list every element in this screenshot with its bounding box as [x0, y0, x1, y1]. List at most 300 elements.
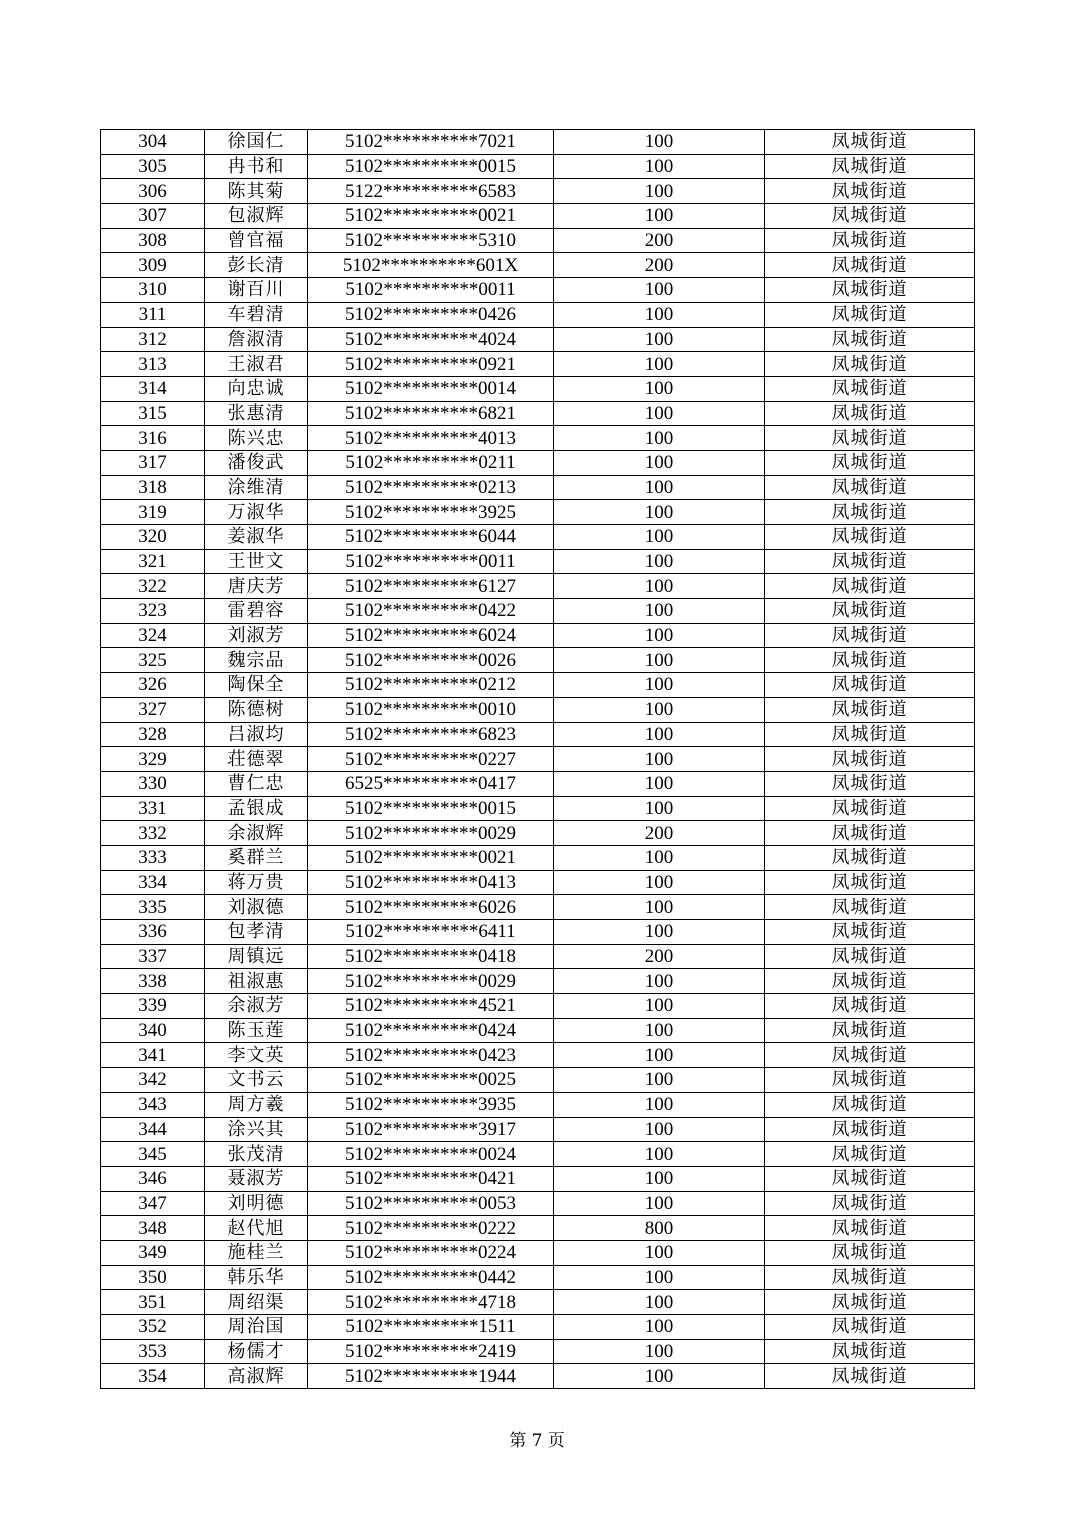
street-cell: 凤城街道 — [765, 352, 975, 377]
amount-cell: 100 — [554, 747, 765, 772]
row-index-cell: 318 — [101, 475, 205, 500]
row-index-cell: 352 — [101, 1315, 205, 1340]
id-number-cell: 5102**********2419 — [308, 1339, 554, 1364]
id-number-cell: 5102**********0010 — [308, 697, 554, 722]
street-cell: 凤城街道 — [765, 278, 975, 303]
table-row — [101, 648, 975, 673]
amount-cell: 100 — [554, 278, 765, 303]
id-number-cell: 5102**********0422 — [308, 599, 554, 624]
street-cell: 凤城街道 — [765, 327, 975, 352]
table-row — [101, 845, 975, 870]
street-cell: 凤城街道 — [765, 1364, 975, 1389]
row-index-cell: 340 — [101, 1018, 205, 1043]
id-number-cell: 5102**********6127 — [308, 574, 554, 599]
name-cell: 陈兴忠 — [205, 426, 308, 451]
table-row — [101, 179, 975, 204]
row-index-cell: 351 — [101, 1290, 205, 1315]
street-cell: 凤城街道 — [765, 179, 975, 204]
id-number-cell: 5102**********0029 — [308, 821, 554, 846]
amount-cell: 100 — [554, 500, 765, 525]
amount-cell: 100 — [554, 648, 765, 673]
row-index-cell: 311 — [101, 302, 205, 327]
name-cell: 王淑君 — [205, 352, 308, 377]
amount-cell: 100 — [554, 845, 765, 870]
id-number-cell: 5102**********3917 — [308, 1117, 554, 1142]
table-row — [101, 870, 975, 895]
table-row — [101, 1117, 975, 1142]
id-number-cell: 5102**********0224 — [308, 1240, 554, 1265]
street-cell: 凤城街道 — [765, 599, 975, 624]
table-row — [101, 1240, 975, 1265]
name-cell: 冉书和 — [205, 154, 308, 179]
street-cell: 凤城街道 — [765, 1068, 975, 1093]
row-index-cell: 321 — [101, 549, 205, 574]
amount-cell: 100 — [554, 1018, 765, 1043]
table-row — [101, 1191, 975, 1216]
name-cell: 奚群兰 — [205, 845, 308, 870]
id-number-cell: 5102**********6026 — [308, 895, 554, 920]
street-cell: 凤城街道 — [765, 204, 975, 229]
table-row — [101, 278, 975, 303]
row-index-cell: 341 — [101, 1043, 205, 1068]
table-row — [101, 1265, 975, 1290]
name-cell: 魏宗品 — [205, 648, 308, 673]
id-number-cell: 5102**********0021 — [308, 845, 554, 870]
id-number-cell: 5122**********6583 — [308, 179, 554, 204]
row-index-cell: 310 — [101, 278, 205, 303]
id-number-cell: 5102**********5310 — [308, 228, 554, 253]
table-row — [101, 747, 975, 772]
id-number-cell: 5102**********1511 — [308, 1315, 554, 1340]
table-row — [101, 1364, 975, 1389]
street-cell: 凤城街道 — [765, 1191, 975, 1216]
name-cell: 雷碧容 — [205, 599, 308, 624]
amount-cell: 100 — [554, 1339, 765, 1364]
name-cell: 陈玉莲 — [205, 1018, 308, 1043]
street-cell: 凤城街道 — [765, 302, 975, 327]
id-number-cell: 5102**********0213 — [308, 475, 554, 500]
amount-cell: 100 — [554, 475, 765, 500]
row-index-cell: 339 — [101, 994, 205, 1019]
row-index-cell: 305 — [101, 154, 205, 179]
name-cell: 彭长清 — [205, 253, 308, 278]
name-cell: 余淑芳 — [205, 994, 308, 1019]
row-index-cell: 344 — [101, 1117, 205, 1142]
amount-cell: 100 — [554, 969, 765, 994]
table-row — [101, 574, 975, 599]
row-index-cell: 347 — [101, 1191, 205, 1216]
street-cell: 凤城街道 — [765, 944, 975, 969]
amount-cell: 100 — [554, 154, 765, 179]
row-index-cell: 326 — [101, 673, 205, 698]
id-number-cell: 5102**********6821 — [308, 401, 554, 426]
id-number-cell: 5102**********0026 — [308, 648, 554, 673]
amount-cell: 800 — [554, 1216, 765, 1241]
name-cell: 余淑辉 — [205, 821, 308, 846]
name-cell: 韩乐华 — [205, 1265, 308, 1290]
name-cell: 周治国 — [205, 1315, 308, 1340]
id-number-cell: 5102**********0421 — [308, 1166, 554, 1191]
amount-cell: 100 — [554, 1092, 765, 1117]
id-number-cell: 5102**********4718 — [308, 1290, 554, 1315]
row-index-cell: 336 — [101, 920, 205, 945]
name-cell: 曾官福 — [205, 228, 308, 253]
name-cell: 陶保全 — [205, 673, 308, 698]
street-cell: 凤城街道 — [765, 1240, 975, 1265]
amount-cell: 100 — [554, 673, 765, 698]
table-row — [101, 722, 975, 747]
amount-cell: 100 — [554, 302, 765, 327]
name-cell: 万淑华 — [205, 500, 308, 525]
street-cell: 凤城街道 — [765, 549, 975, 574]
amount-cell: 100 — [554, 920, 765, 945]
row-index-cell: 338 — [101, 969, 205, 994]
amount-cell: 100 — [554, 401, 765, 426]
street-cell: 凤城街道 — [765, 1092, 975, 1117]
id-number-cell: 5102**********0015 — [308, 154, 554, 179]
street-cell: 凤城街道 — [765, 500, 975, 525]
amount-cell: 100 — [554, 327, 765, 352]
table-row — [101, 1290, 975, 1315]
row-index-cell: 320 — [101, 525, 205, 550]
row-index-cell: 319 — [101, 500, 205, 525]
name-cell: 高淑辉 — [205, 1364, 308, 1389]
id-number-cell: 5102**********0212 — [308, 673, 554, 698]
amount-cell: 100 — [554, 1240, 765, 1265]
amount-cell: 100 — [554, 1265, 765, 1290]
table-row — [101, 994, 975, 1019]
row-index-cell: 313 — [101, 352, 205, 377]
street-cell: 凤城街道 — [765, 771, 975, 796]
row-index-cell: 325 — [101, 648, 205, 673]
amount-cell: 100 — [554, 1166, 765, 1191]
table-row — [101, 969, 975, 994]
street-cell: 凤城街道 — [765, 253, 975, 278]
row-index-cell: 342 — [101, 1068, 205, 1093]
table-row — [101, 821, 975, 846]
amount-cell: 100 — [554, 179, 765, 204]
name-cell: 李文英 — [205, 1043, 308, 1068]
street-cell: 凤城街道 — [765, 376, 975, 401]
name-cell: 聂淑芳 — [205, 1166, 308, 1191]
id-number-cell: 5102**********6024 — [308, 623, 554, 648]
street-cell: 凤城街道 — [765, 574, 975, 599]
table-row — [101, 450, 975, 475]
name-cell: 荘德翠 — [205, 747, 308, 772]
row-index-cell: 343 — [101, 1092, 205, 1117]
amount-cell: 100 — [554, 1364, 765, 1389]
amount-cell: 100 — [554, 994, 765, 1019]
name-cell: 文书云 — [205, 1068, 308, 1093]
name-cell: 王世文 — [205, 549, 308, 574]
street-cell: 凤城街道 — [765, 426, 975, 451]
name-cell: 施桂兰 — [205, 1240, 308, 1265]
table-row — [101, 895, 975, 920]
street-cell: 凤城街道 — [765, 969, 975, 994]
row-index-cell: 349 — [101, 1240, 205, 1265]
table-row — [101, 1339, 975, 1364]
amount-cell: 100 — [554, 895, 765, 920]
name-cell: 陈德树 — [205, 697, 308, 722]
street-cell: 凤城街道 — [765, 673, 975, 698]
amount-cell: 200 — [554, 228, 765, 253]
row-index-cell: 327 — [101, 697, 205, 722]
table-row — [101, 944, 975, 969]
amount-cell: 100 — [554, 1117, 765, 1142]
table-row — [101, 475, 975, 500]
id-number-cell: 5102**********601X — [308, 253, 554, 278]
amount-cell: 200 — [554, 253, 765, 278]
amount-cell: 100 — [554, 1315, 765, 1340]
table-row — [101, 697, 975, 722]
name-cell: 周镇远 — [205, 944, 308, 969]
id-number-cell: 5102**********0442 — [308, 1265, 554, 1290]
row-index-cell: 333 — [101, 845, 205, 870]
amount-cell: 100 — [554, 376, 765, 401]
name-cell: 谢百川 — [205, 278, 308, 303]
id-number-cell: 5102**********0424 — [308, 1018, 554, 1043]
table-row — [101, 1142, 975, 1167]
street-cell: 凤城街道 — [765, 450, 975, 475]
street-cell: 凤城街道 — [765, 475, 975, 500]
id-number-cell: 5102**********0015 — [308, 796, 554, 821]
row-index-cell: 322 — [101, 574, 205, 599]
id-number-cell: 5102**********1944 — [308, 1364, 554, 1389]
street-cell: 凤城街道 — [765, 796, 975, 821]
table-row — [101, 376, 975, 401]
id-number-cell: 5102**********0011 — [308, 278, 554, 303]
street-cell: 凤城街道 — [765, 1166, 975, 1191]
table-row — [101, 130, 975, 155]
id-number-cell: 5102**********3925 — [308, 500, 554, 525]
street-cell: 凤城街道 — [765, 1290, 975, 1315]
id-number-cell: 5102**********0921 — [308, 352, 554, 377]
row-index-cell: 350 — [101, 1265, 205, 1290]
table-row — [101, 920, 975, 945]
row-index-cell: 308 — [101, 228, 205, 253]
table-row — [101, 1315, 975, 1340]
id-number-cell: 5102**********0211 — [308, 450, 554, 475]
data-table — [100, 129, 975, 1389]
table-row — [101, 500, 975, 525]
amount-cell: 100 — [554, 352, 765, 377]
table-row — [101, 253, 975, 278]
amount-cell: 100 — [554, 796, 765, 821]
id-number-cell: 5102**********4013 — [308, 426, 554, 451]
row-index-cell: 354 — [101, 1364, 205, 1389]
id-number-cell: 5102**********0423 — [308, 1043, 554, 1068]
row-index-cell: 346 — [101, 1166, 205, 1191]
id-number-cell: 5102**********0029 — [308, 969, 554, 994]
amount-cell: 100 — [554, 450, 765, 475]
street-cell: 凤城街道 — [765, 895, 975, 920]
table-row — [101, 1068, 975, 1093]
table-row — [101, 549, 975, 574]
street-cell: 凤城街道 — [765, 1043, 975, 1068]
table-row — [101, 1216, 975, 1241]
name-cell: 陈其菊 — [205, 179, 308, 204]
amount-cell: 100 — [554, 1043, 765, 1068]
id-number-cell: 5102**********0227 — [308, 747, 554, 772]
table-row — [101, 204, 975, 229]
row-index-cell: 345 — [101, 1142, 205, 1167]
amount-cell: 200 — [554, 821, 765, 846]
street-cell: 凤城街道 — [765, 994, 975, 1019]
row-index-cell: 309 — [101, 253, 205, 278]
row-index-cell: 337 — [101, 944, 205, 969]
id-number-cell: 5102**********6823 — [308, 722, 554, 747]
name-cell: 徐国仁 — [205, 130, 308, 155]
street-cell: 凤城街道 — [765, 648, 975, 673]
id-number-cell: 5102**********0418 — [308, 944, 554, 969]
table-row — [101, 1092, 975, 1117]
street-cell: 凤城街道 — [765, 1117, 975, 1142]
street-cell: 凤城街道 — [765, 401, 975, 426]
row-index-cell: 348 — [101, 1216, 205, 1241]
row-index-cell: 328 — [101, 722, 205, 747]
name-cell: 詹淑清 — [205, 327, 308, 352]
amount-cell: 100 — [554, 130, 765, 155]
street-cell: 凤城街道 — [765, 623, 975, 648]
row-index-cell: 315 — [101, 401, 205, 426]
table-body — [101, 130, 975, 1389]
street-cell: 凤城街道 — [765, 228, 975, 253]
row-index-cell: 324 — [101, 623, 205, 648]
street-cell: 凤城街道 — [765, 130, 975, 155]
amount-cell: 100 — [554, 697, 765, 722]
amount-cell: 100 — [554, 204, 765, 229]
street-cell: 凤城街道 — [765, 920, 975, 945]
id-number-cell: 5102**********0014 — [308, 376, 554, 401]
amount-cell: 100 — [554, 1068, 765, 1093]
id-number-cell: 5102**********4521 — [308, 994, 554, 1019]
amount-cell: 100 — [554, 771, 765, 796]
street-cell: 凤城街道 — [765, 845, 975, 870]
name-cell: 包淑辉 — [205, 204, 308, 229]
row-index-cell: 312 — [101, 327, 205, 352]
id-number-cell: 6525**********0417 — [308, 771, 554, 796]
amount-cell: 100 — [554, 870, 765, 895]
amount-cell: 100 — [554, 1290, 765, 1315]
table-row — [101, 352, 975, 377]
table-row — [101, 599, 975, 624]
row-index-cell: 331 — [101, 796, 205, 821]
id-number-cell: 5102**********3935 — [308, 1092, 554, 1117]
name-cell: 车碧清 — [205, 302, 308, 327]
id-number-cell: 5102**********0025 — [308, 1068, 554, 1093]
name-cell: 刘淑芳 — [205, 623, 308, 648]
row-index-cell: 330 — [101, 771, 205, 796]
table-row — [101, 1166, 975, 1191]
id-number-cell: 5102**********0222 — [308, 1216, 554, 1241]
name-cell: 涂维清 — [205, 475, 308, 500]
page-number: 第 7 页 — [509, 1431, 565, 1451]
table-row — [101, 796, 975, 821]
amount-cell: 100 — [554, 599, 765, 624]
street-cell: 凤城街道 — [765, 525, 975, 550]
row-index-cell: 314 — [101, 376, 205, 401]
amount-cell: 100 — [554, 623, 765, 648]
table-row — [101, 327, 975, 352]
row-index-cell: 332 — [101, 821, 205, 846]
table-row — [101, 426, 975, 451]
name-cell: 唐庆芳 — [205, 574, 308, 599]
street-cell: 凤城街道 — [765, 697, 975, 722]
amount-cell: 100 — [554, 574, 765, 599]
street-cell: 凤城街道 — [765, 1216, 975, 1241]
id-number-cell: 5102**********0011 — [308, 549, 554, 574]
table-row — [101, 771, 975, 796]
row-index-cell: 335 — [101, 895, 205, 920]
table-row — [101, 228, 975, 253]
name-cell: 包孝清 — [205, 920, 308, 945]
row-index-cell: 317 — [101, 450, 205, 475]
table-row — [101, 1018, 975, 1043]
street-cell: 凤城街道 — [765, 870, 975, 895]
amount-cell: 100 — [554, 426, 765, 451]
id-number-cell: 5102**********0413 — [308, 870, 554, 895]
street-cell: 凤城街道 — [765, 747, 975, 772]
name-cell: 张惠清 — [205, 401, 308, 426]
table-row — [101, 154, 975, 179]
street-cell: 凤城街道 — [765, 1018, 975, 1043]
row-index-cell: 304 — [101, 130, 205, 155]
id-number-cell: 5102**********0021 — [308, 204, 554, 229]
row-index-cell: 334 — [101, 870, 205, 895]
name-cell: 潘俊武 — [205, 450, 308, 475]
id-number-cell: 5102**********0426 — [308, 302, 554, 327]
name-cell: 蒋万贵 — [205, 870, 308, 895]
street-cell: 凤城街道 — [765, 154, 975, 179]
id-number-cell: 5102**********4024 — [308, 327, 554, 352]
street-cell: 凤城街道 — [765, 1315, 975, 1340]
row-index-cell: 316 — [101, 426, 205, 451]
name-cell: 张茂清 — [205, 1142, 308, 1167]
table-row — [101, 401, 975, 426]
table-row — [101, 302, 975, 327]
street-cell: 凤城街道 — [765, 1339, 975, 1364]
street-cell: 凤城街道 — [765, 1265, 975, 1290]
table-row — [101, 673, 975, 698]
name-cell: 姜淑华 — [205, 525, 308, 550]
amount-cell: 100 — [554, 722, 765, 747]
amount-cell: 200 — [554, 944, 765, 969]
name-cell: 刘明德 — [205, 1191, 308, 1216]
street-cell: 凤城街道 — [765, 722, 975, 747]
id-number-cell: 5102**********6044 — [308, 525, 554, 550]
row-index-cell: 323 — [101, 599, 205, 624]
row-index-cell: 306 — [101, 179, 205, 204]
name-cell: 吕淑均 — [205, 722, 308, 747]
id-number-cell: 5102**********7021 — [308, 130, 554, 155]
name-cell: 赵代旭 — [205, 1216, 308, 1241]
name-cell: 祖淑惠 — [205, 969, 308, 994]
name-cell: 曹仁忠 — [205, 771, 308, 796]
table-row — [101, 1043, 975, 1068]
name-cell: 向忠诚 — [205, 376, 308, 401]
name-cell: 周方羲 — [205, 1092, 308, 1117]
row-index-cell: 329 — [101, 747, 205, 772]
name-cell: 刘淑德 — [205, 895, 308, 920]
row-index-cell: 353 — [101, 1339, 205, 1364]
name-cell: 孟银成 — [205, 796, 308, 821]
amount-cell: 100 — [554, 549, 765, 574]
table-row — [101, 525, 975, 550]
street-cell: 凤城街道 — [765, 821, 975, 846]
table-row — [101, 623, 975, 648]
amount-cell: 100 — [554, 1142, 765, 1167]
id-number-cell: 5102**********6411 — [308, 920, 554, 945]
